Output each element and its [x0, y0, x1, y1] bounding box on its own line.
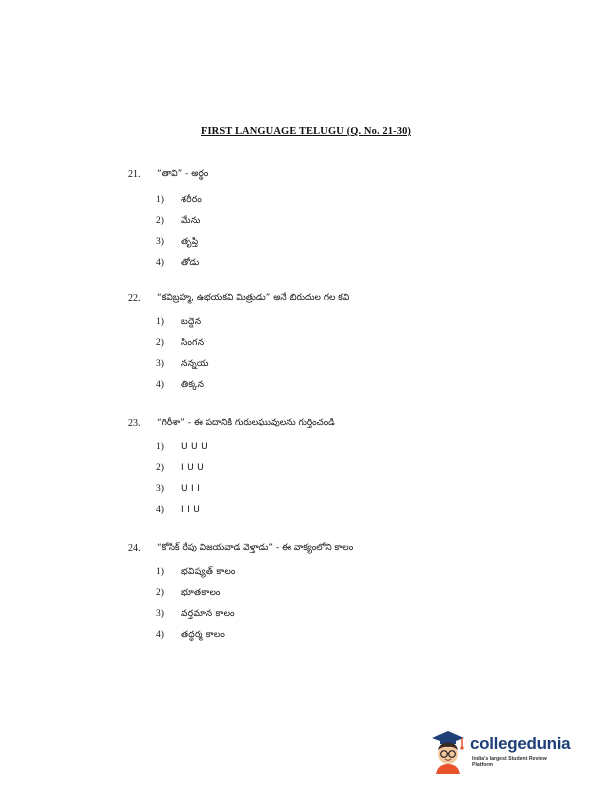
option-2: [0, 588, 612, 609]
option-text: తోడు: [181, 258, 200, 268]
collegedunia-logo[interactable]: [426, 728, 571, 774]
option-2: [0, 338, 612, 359]
option-text: U I I: [181, 484, 201, 494]
option-1: [0, 442, 612, 463]
student-mascot-icon: [426, 728, 470, 774]
options-list: [0, 567, 612, 651]
option-text: తృప్తి: [181, 237, 199, 247]
option-label: 3): [156, 359, 164, 369]
option-label: 3): [156, 237, 164, 247]
option-label: 4): [156, 505, 164, 515]
question-23: [0, 418, 612, 526]
option-1: [0, 567, 612, 588]
page-title: FIRST LANGUAGE TELUGU (Q. No. 21-30): [200, 126, 412, 137]
question-number: 21.: [128, 169, 141, 180]
option-text: బద్దెన: [181, 317, 202, 327]
question-text: “తావి” - అర్థం: [157, 169, 209, 179]
option-text: వర్తమాన కాలం: [181, 609, 235, 619]
option-label: 3): [156, 609, 164, 619]
question-21: [0, 169, 612, 279]
option-3: [0, 609, 612, 630]
option-3: [0, 237, 612, 258]
option-text: భవిష్యత్ కాలం: [181, 567, 236, 577]
option-3: [0, 359, 612, 380]
question-22: [0, 293, 612, 401]
option-text: U U U: [181, 442, 208, 452]
option-label: 4): [156, 258, 164, 268]
option-label: 2): [156, 338, 164, 348]
option-4: [0, 380, 612, 401]
option-text: I U U: [181, 463, 205, 473]
option-text: శరీరం: [181, 195, 203, 205]
option-text: సింగన: [181, 338, 205, 348]
option-4: [0, 258, 612, 279]
option-1: [0, 195, 612, 216]
question-number: 22.: [128, 293, 141, 304]
option-text: భూతకాలం: [181, 588, 221, 598]
options-list: [0, 317, 612, 401]
option-label: 2): [156, 216, 164, 226]
option-2: [0, 216, 612, 237]
question-24: [0, 543, 612, 651]
option-text: మేను: [181, 216, 201, 226]
option-4: [0, 505, 612, 526]
option-text: నన్నయ: [181, 359, 209, 369]
question-text: “గిరీశా” - ఈ పదానికి గురులఘువులను గుర్తించండి: [157, 418, 335, 428]
option-label: 2): [156, 463, 164, 473]
option-label: 2): [156, 588, 164, 598]
option-label: 4): [156, 630, 164, 640]
option-label: 3): [156, 484, 164, 494]
option-4: [0, 630, 612, 651]
logo-wordmark: collegedunia: [470, 734, 571, 753]
question-text: “కోసిక్ రేపు విజయవాడ వెళ్తాడు” - ఈ వాక్యంలోని కాలం: [157, 543, 354, 553]
option-text: తిక్కన: [181, 380, 205, 390]
option-2: [0, 463, 612, 484]
question-number: 24.: [128, 543, 141, 554]
option-text: I I U: [181, 505, 201, 515]
question-number: 23.: [128, 418, 141, 429]
question-text: “కవిబ్రహ్మ, ఉభయకవి మిత్రుడు” అనే బిరుదుల గల కవి: [157, 293, 350, 303]
option-label: 4): [156, 380, 164, 390]
logo-tagline: India's largest Student Review Platform: [472, 756, 547, 768]
option-label: 1): [156, 195, 164, 205]
option-label: 1): [156, 317, 164, 327]
option-label: 1): [156, 567, 164, 577]
options-list: [0, 442, 612, 526]
option-text: తద్ధర్మ కాలం: [181, 630, 226, 640]
option-3: [0, 484, 612, 505]
option-label: 1): [156, 442, 164, 452]
option-1: [0, 317, 612, 338]
options-list: [0, 195, 612, 279]
